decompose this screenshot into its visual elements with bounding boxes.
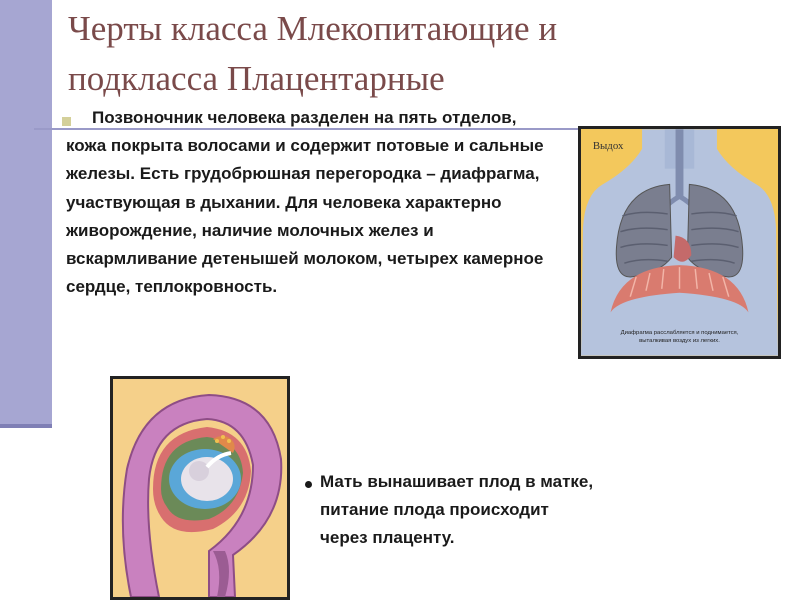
second-paragraph-line-2: питание плода происходит <box>320 500 549 519</box>
second-paragraph <box>320 468 700 552</box>
fetus-uterus-illustration <box>113 379 287 597</box>
slide-title <box>68 4 788 104</box>
lungs-caption-line-2: выталкивая воздух из легких. <box>639 337 720 344</box>
lungs-diaphragm-image <box>578 126 781 359</box>
lungs-diaphragm-illustration <box>581 129 778 356</box>
second-paragraph-line-3: через плаценту. <box>320 528 455 547</box>
lungs-image-label: Выдох <box>592 139 624 152</box>
slide-title-line-2: подкласса Плацентарные <box>68 59 445 98</box>
second-paragraph-line-1: Мать вынашивает плод в матке, <box>320 472 594 491</box>
lungs-caption-line-1: Диафрагма расслабляется и поднимается, <box>620 330 739 337</box>
main-paragraph: Позвоночник человека разделен на пять отделов, кожа покрыта волосами и содержит потовые и сальные железы. Есть грудобрюшная перегородка – диафрагма, участвующая в дыхании. Для человека характерно живорождение, наличие молочных желез и вскармливание детенышей молоком, четырех камерное сердце, теплокровность. <box>66 108 544 297</box>
side-accent-bar <box>0 0 52 428</box>
fetus-uterus-image <box>110 376 290 600</box>
side-accent-bar-shadow <box>0 424 52 428</box>
slide-title-line-1: Черты класса Млекопитающие и <box>68 9 558 48</box>
round-bullet-icon <box>305 481 312 488</box>
